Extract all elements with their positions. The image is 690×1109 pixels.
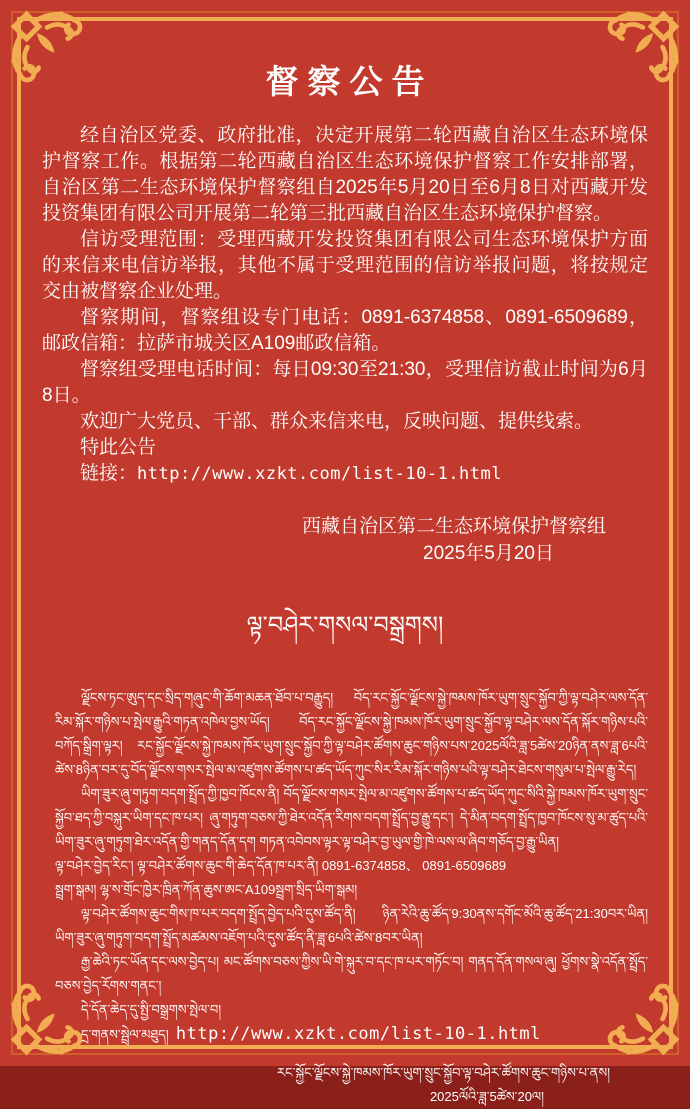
page-title: 督察公告 [265, 63, 434, 100]
bo-date: 2025ལོའི་ཟླ་5ཚེས་20ལ། [429, 1089, 544, 1104]
tibetan-title: ལྟ་བཤེར་གསལ་བསྒྲགས། [246, 612, 444, 639]
cn-date: 2025年5月20日 [423, 543, 554, 564]
tibetan-body [42, 686, 648, 1047]
bo-signature: རང་སྐྱོང་ལྗོངས་སྐྱེ་ཁམས་ཁོར་ཡུག་སྲུང་སྐྱོབ་ལྟ་བཤེར་ཚོགས་ཆུང་གཉིས་པ་ནས། [277, 1065, 610, 1080]
bo-paragraph-welcome: རྒྱ་ཆེའི་ཏང་ཡོན་དང་ལས་བྱེད་པ། མང་ཚོགས་བཅས་ཀྱིས་ཡི་གེ་སྐུར་བ་དང་ཁ་པར་གཏོང་བ། གནད་དོན་གསལ་ཞུ། ཕྱོགས་སྣེ་འདོན་སྤྲོད་བཅས་བྱེད་རོགས་གནང་། [55, 954, 648, 993]
bo-paragraph-phone: ལྟ་བཤེར་བྱེད་རིང་། ལྟ་བཤེར་ཚོགས་ཆུང་གི་ཆེད་དོན་ཁ་པར་ནི། 0891-6374858、 0891-6509689 [55, 858, 507, 873]
cn-paragraph-welcome: 欢迎广大党员、干部、群众来信来电，反映问题、提供线索。 [80, 411, 594, 432]
bo-link-url[interactable]: http://www.xzkt.com/list-10-1.html [175, 1024, 541, 1044]
cn-paragraph-hours: 督察组受理电话时间：每日09:30至21:30，受理信访截止时间为6月8日。 [42, 359, 648, 406]
bo-paragraph-mailbox: སྦྲག་སྒམ། ལྷ་ས་གྲོང་ཁྱེར་ཁྲིན་ཀོན་ཆུས་ཨང་A109སྦྲག་སྲིད་ཡིག་སྒམ། [55, 882, 358, 897]
tibetan-signature-block [42, 1061, 648, 1109]
cn-paragraph-petition-range: 信访受理范围：受理西藏开发投资集团有限公司生态环境保护方面的来信来电信访举报，其他不属于受理范围的信访举报问题，将按规定交由被督察企业处理。 [42, 229, 648, 302]
bo-paragraph-scope: ལྗོངས་ཏང་ཨུད་དང་སྲིད་གཞུང་གི་ཆོག་མཆན་ཐོབ་པ་བརྒྱུད། བོད་རང་སྐྱོང་ལྗོངས་སྐྱེ་ཁམས་ཁོར་ཡུག་སྲུང་སྐྱོབ་ཀྱི་ལྟ་བཤེར་ལས་དོན་རིམ་སྐོར་གཉིས་པ་སྤེལ་རྒྱུའི་གཏན་འཁེལ་བྱས་ཡོད། བོད་རང་སྐྱོང་ལྗོངས་སྐྱེ་ཁམས་ཁོར་ཡུག་སྲུང་སྐྱོབ་ལྟ་བཤེར་ལས་དོན་སྐོར་གཉིས་པའི་བཀོད་སྒྲིག་ལྟར། རང་སྐྱོང་ལྗོངས་སྐྱེ་ཁམས་ཁོར་ཡུག་སྲུང་སྐྱོབ་ཀྱི་ལྟ་བཤེར་ཚོགས་ཆུང་གཉིས་པས་2025ལོའི་ཟླ་5ཚེས་20ཉིན་ནས་ཟླ་6པའི་ཚེས་8ཉིན་བར་དུ་བོད་ལྗོངས་གསར་སྤེལ་མ་འཛུགས་ཚོགས་པ་ཚད་ཡོད་ཀུང་སིར་རིམ་སྐོར་གཉིས་པའི་ལྟ་བཤེར་ཐེངས་གསུམ་པ་སྤེལ་རྒྱུ་རེད། [55, 690, 648, 777]
cn-paragraph-hotline: 督察期间，督察组设专门电话：0891-6374858、0891-6509689，邮政信箱：拉萨市城关区A109邮政信箱。 [42, 307, 648, 354]
cn-paragraph-scope: 经自治区党委、政府批准，决定开展第二轮西藏自治区生态环境保护督察工作。根据第二轮西藏自治区生态环境保护督察工作安排部署，自治区第二生态环境保护督察组自2025年5月20日至6月8日对西藏开发投资集团有限公司开展第二轮第三批西藏自治区生态环境保护督察。 [42, 125, 648, 224]
cn-paragraph-notice: 特此公告 [80, 437, 157, 458]
cn-link-label: 链接： [80, 463, 138, 484]
bo-paragraph-hours: ལྟ་བཤེར་ཚོགས་ཆུང་གིས་ཁ་པར་བདག་སྤྲོད་བྱེད་པའི་དུས་ཚོད་ནི། ཉིན་རེའི་ཆུ་ཚོད་9:30ནས་དགོང་མོའི་ཆུ་ཚོད་21:30བར་ཡིན། ཡིག་ཟུར་ཞུ་གཏུག་བདག་སྤྲོད་མཚམས་འཇོག་པའི་དུས་ཚོད་ནི་ཟླ་6པའི་ཚེས་8བར་ཡིན། [55, 906, 648, 945]
bo-link-line [55, 1022, 648, 1047]
cn-link-url[interactable]: http://www.xzkt.com/list-10-1.html [137, 464, 503, 484]
bo-link-label: དྲ་གནས་སྦྲེལ་མཐུད། [81, 1027, 169, 1042]
chinese-signature-block [42, 513, 648, 567]
bo-paragraph-petition-range: ཡིག་ཟུར་ཞུ་གཏུག་བདག་སྤྲོད་ཀྱི་ཁྱབ་ཁོངས་ནི། བོད་ལྗོངས་གསར་སྤེལ་མ་འཛུགས་ཚོགས་པ་ཚད་ཡོད་ཀུང་སིའི་སྐྱེ་ཁམས་ཁོར་ཡུག་སྲུང་སྐྱོབ་ཐད་ཀྱི་བསྐུར་ཡིག་དང་ཁ་པར། ཞུ་གཏུག་བཅས་ཀྱི་ཐེར་འདོན་རིགས་བདག་སྤྲོད་བྱ་རྒྱུ་དང་། དེ་མིན་བདག་སྤྲོད་ཁྱབ་ཁོངས་སུ་མ་ཚུད་པའི་ཡིག་ཟུར་ཞུ་གཏུག་ཐེར་འདོན་གྱི་གནད་དོན་དག གཏན་འབེབས་ལྟར་ལྟ་བཤེར་བྱ་ཡུལ་གྱི་ཁེ་ལས་ལ་ཞིབ་གཅོད་བྱ་རྒྱུ་ཡིན། [55, 786, 648, 849]
bo-paragraph-notice: དེ་དོན་ཆེད་དུ་སྤྱི་བསྒྲགས་སྤེལ་བ། [81, 1002, 222, 1017]
chinese-body [42, 123, 648, 487]
cn-signature: 西藏自治区第二生态环境保护督察组 [301, 516, 606, 537]
cn-link-line [42, 461, 648, 487]
